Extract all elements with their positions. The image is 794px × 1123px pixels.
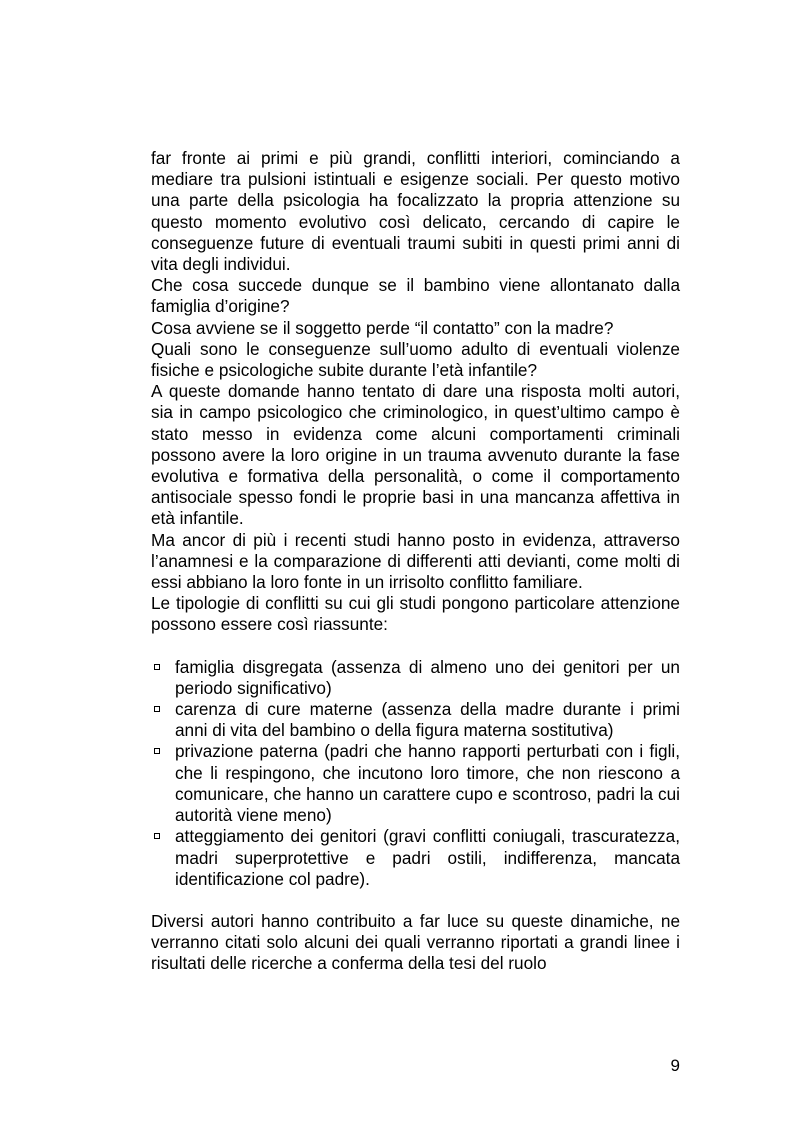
hollow-square-icon	[154, 748, 160, 754]
list-item-text: atteggiamento dei genitori (gravi conflitti coniugali, trascuratezza, madri superprotettive e padri ostili, indifferenza, mancata identificazione col padre).	[175, 826, 680, 889]
paragraph-question-3: Quali sono le conseguenze sull’uomo adulto di eventuali violenze fisiche e psicologiche subite durante l’età infantile?	[151, 338, 680, 381]
paragraph-typologies: Le tipologie di conflitti su cui gli studi pongono particolare attenzione possono essere così riassunte:	[151, 593, 680, 635]
paragraph-authors: A queste domande hanno tentato di dare una risposta molti autori, sia in campo psicologico che criminologico, in quest’ultimo campo è stato messo in evidenza come alcuni comportamenti criminali possono avere la loro origine in un trauma avvenuto durante la fase evolutiva e formativa della personalità, o come il comportamento antisociale spesso fondi le proprie basi in una mancanza affettiva in età infantile.	[151, 381, 680, 529]
hollow-square-icon	[154, 706, 160, 712]
body-text	[151, 148, 680, 975]
paragraph-question-2: Cosa avviene se il soggetto perde “il contatto” con la madre?	[151, 317, 614, 338]
hollow-square-icon	[154, 664, 160, 670]
conflict-types-list	[151, 657, 680, 890]
hollow-square-icon	[154, 833, 160, 839]
list-item-text: famiglia disgregata (assenza di almeno uno dei genitori per un periodo significativo)	[175, 656, 680, 698]
list-item-text: privazione paterna (padri che hanno rapporti perturbati con i figli, che li respingono, che incutono loro timore, che non riescono a comunicare, che hanno un carattere cupo e scontroso, padri la cui autorità viene meno)	[175, 741, 680, 826]
list-item	[151, 699, 680, 741]
list-item	[151, 741, 680, 826]
paragraph-question-1: Che cosa succede dunque se il bambino viene allontanato dalla famiglia d’origine?	[151, 275, 680, 317]
paragraph-intro: far fronte ai primi e più grandi, conflitti interiori, cominciando a mediare tra pulsioni istintuali e esigenze sociali. Per questo motivo una parte della psicologia ha focalizzato la propria attenzione su questo momento evolutivo così delicato, cercando di capire le conseguenze future di eventuali traumi subiti in questi primi anni di vita degli individui.	[151, 148, 680, 275]
page-number: 9	[670, 1056, 680, 1075]
list-item	[151, 826, 680, 890]
paragraph-closing: Diversi autori hanno contribuito a far luce su queste dinamiche, ne verranno citati solo alcuni dei quali verranno riportati a grandi linee i risultati delle ricerche a conferma della tesi del ruolo	[151, 910, 680, 974]
list-item	[151, 657, 680, 699]
list-item-text: carenza di cure materne (assenza della madre durante i primi anni di vita del bambino o della figura materna sostitutiva)	[175, 699, 680, 741]
paragraph-recent-studies: Ma ancor di più i recenti studi hanno posto in evidenza, attraverso l’anamnesi e la comparazione di differenti atti devianti, come molti di essi abbiano la loro fonte in un irrisolto conflitto familiare.	[151, 529, 680, 593]
